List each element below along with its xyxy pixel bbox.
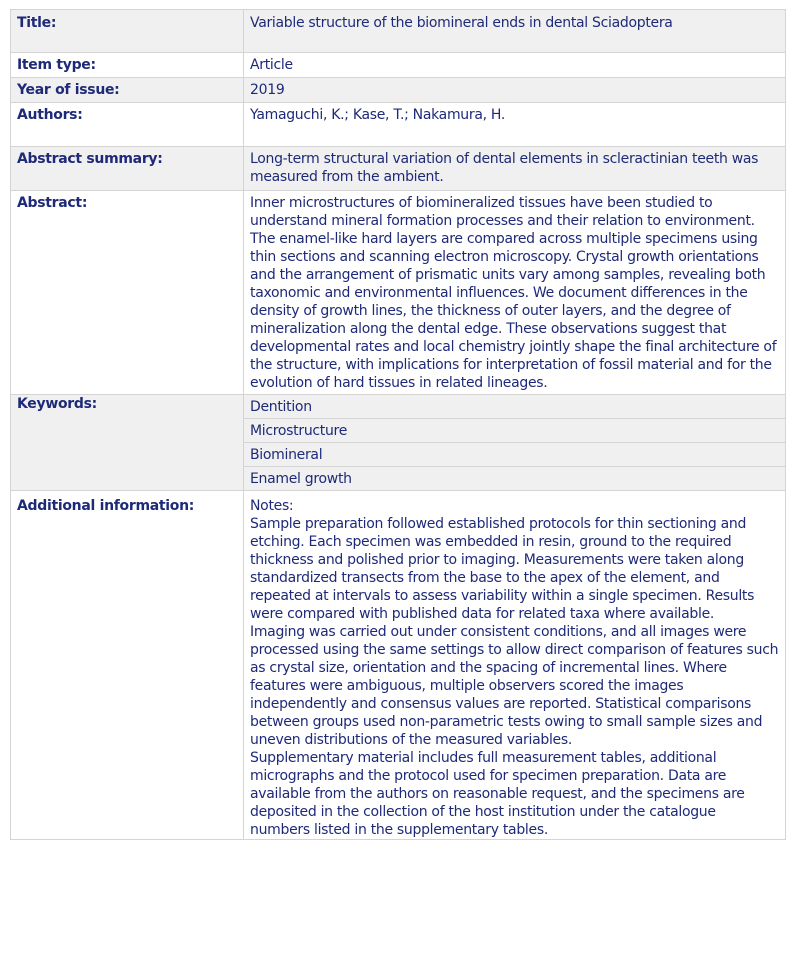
field-value: Notes: Sample preparation followed established protocols for thin sectioning and etching. Each specimen was embedded in resin, ground to the required thickness and polished prior to imaging. Measurements were taken along standardized transects from the base to the apex of the element, and repeated at intervals to assess variability within a single specimen. Results were compared with published data for related taxa where available. Imaging was carried out under consistent conditions, and all images were processed using the same settings to allow direct comparison of features such as crystal size, orientation and the spacing of incremental lines. Where features were ambiguous, multiple observers scored the images independently and consensus values are reported. Statistical comparisons between groups used non-parametric tests owing to small sample sizes and uneven distributions of the measured variables. Supplementary material includes full measurement tables, additional micrographs and the protocol used for specimen preparation. Data are available from the authors on reasonable request, and the specimens are deposited in the collection of the host institution under the catalogue numbers listed in the supplementary tables. [244, 491, 786, 840]
field-label: Item type: [11, 53, 244, 78]
keyword-item: Dentition [244, 395, 786, 419]
field-value: Inner microstructures of biomineralized tissues have been studied to understand mineral formation processes and their relation to environment. The enamel-like hard layers are compared across multiple specimens using thin sections and scanning electron microscopy. Crystal growth orientations and the arrangement of prismatic units vary among samples, revealing both taxonomic and environmental influences. We document differences in the density of growth lines, the thickness of outer layers, and the degree of mineralization along the dental edge. These observations suggest that developmental rates and local chemistry jointly shape the final architecture of the structure, with implications for interpretation of fossil material and for the evolution of hard tissues in related lineages. [244, 191, 786, 395]
row-title [11, 10, 786, 53]
field-value: Article [244, 53, 786, 78]
keyword-item: Microstructure [244, 419, 786, 443]
field-label: Year of issue: [11, 78, 244, 103]
row-authors [11, 103, 786, 147]
field-label: Title: [11, 10, 244, 53]
field-label: Abstract: [11, 191, 244, 395]
row-item-type [11, 53, 786, 78]
field-value: Yamaguchi, K.; Kase, T.; Nakamura, H. [244, 103, 786, 147]
field-label: Abstract summary: [11, 147, 244, 191]
field-label: Additional information: [11, 491, 244, 840]
field-label: Keywords: [11, 395, 244, 491]
row-year [11, 78, 786, 103]
row-abstract [11, 191, 786, 395]
field-label: Authors: [11, 103, 244, 147]
metadata-table [10, 9, 786, 840]
row-additional-information [11, 491, 786, 840]
keyword-item: Enamel growth [244, 467, 786, 491]
keyword-item: Biomineral [244, 443, 786, 467]
field-value: Variable structure of the biomineral ends in dental Sciadoptera [244, 10, 786, 53]
field-value: 2019 [244, 78, 786, 103]
field-value: Long-term structural variation of dental elements in scleractinian teeth was measured from the ambient. [244, 147, 786, 191]
row-abstract-summary [11, 147, 786, 191]
row-keywords [11, 395, 786, 419]
